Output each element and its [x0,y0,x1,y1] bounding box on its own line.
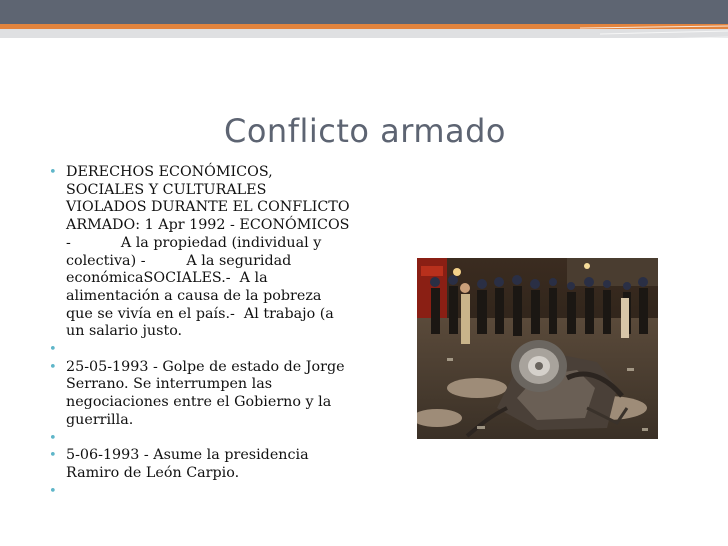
bullet-dot-icon: • [49,483,57,499]
header-band [0,0,728,24]
bullet-dot-icon: • [49,430,57,446]
bullet-dot-icon: • [49,165,57,180]
bullet-item [50,359,350,430]
bullet-item [50,164,350,341]
header-decoration-lines [560,24,728,46]
bullet-text: DERECHOS ECONÓMICOS, SOCIALES Y CULTURALES VIOLADOS DURANTE EL CONFLICTO ARMADO: 1 Apr 1992 - ECONÓMICOS - A la propiedad (individual y colectiva) - A la seguridad económicaSOCIALES.- A la alimentación a causa de la pobreza que se vivía en el país.- Al trabajo (a un salario justo. [66,164,350,340]
car-bomb-photo-illustration [417,258,658,439]
bullet-dot-icon: • [49,448,57,464]
bullet-item-empty [50,341,350,359]
bullet-list [50,164,350,500]
bullet-item-empty [50,483,350,501]
bullet-dot-icon: • [49,359,57,375]
car-bomb-photo [417,258,658,439]
slide-title: Conflicto armado [223,112,506,150]
bullet-item-empty [50,430,350,448]
bullet-text: 5-06-1993 - Asume la presidencia Ramiro de León Carpio. [66,447,309,481]
bullet-item [50,447,350,482]
bullet-dot-icon: • [49,342,57,358]
bullet-text: 25-05-1993 - Golpe de estado de Jorge Serrano. Se interrumpen las negociaciones entre el Gobierno y la guerrilla. [66,358,345,428]
